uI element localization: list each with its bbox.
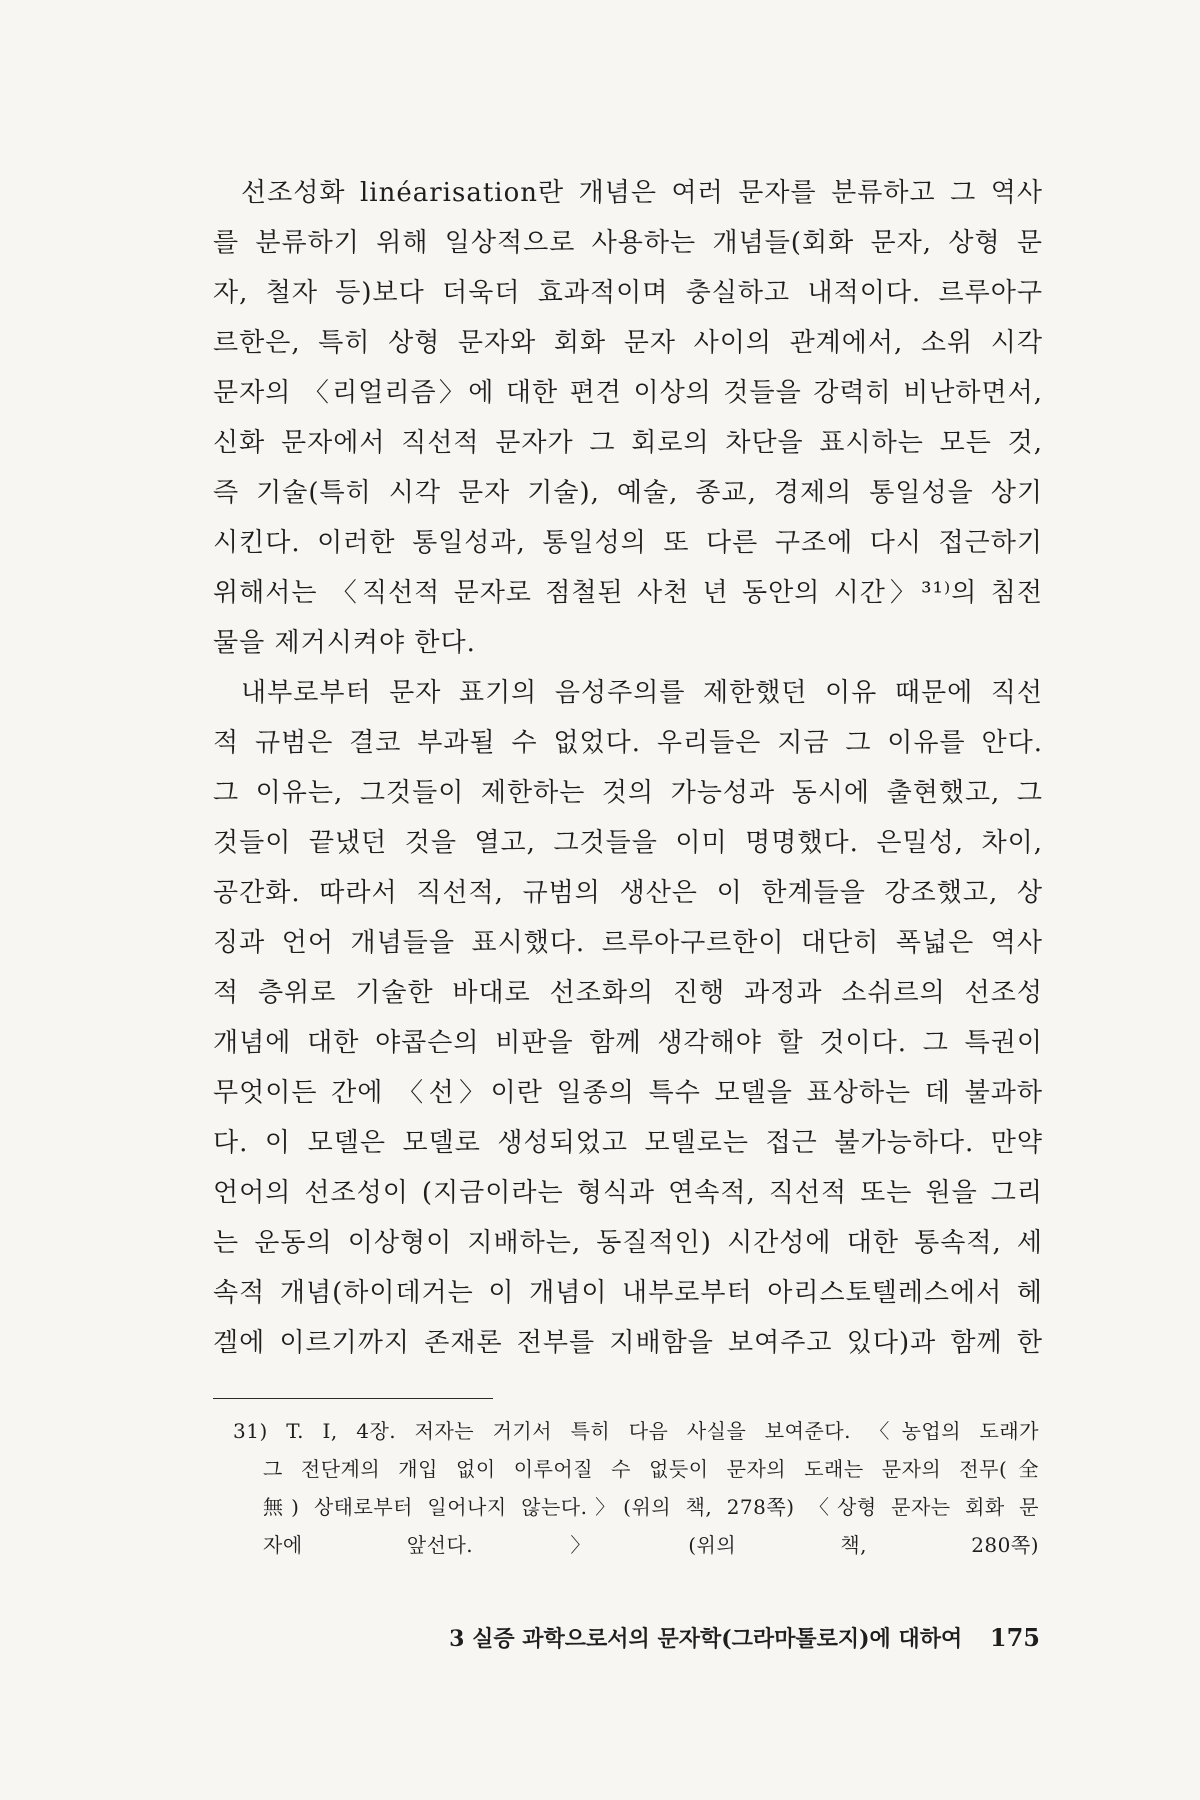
text-line: 적 규범은 결코 부과될 수 없었다. 우리들은 지금 그 이유를 안다.: [213, 728, 1043, 758]
text-line: 것들이 끝냈던 것을 열고, 그것들을 이미 명명했다. 은밀성, 차이,: [213, 828, 1043, 858]
footnote-line: 31) T. I, 4장. 저자는 거기서 특히 다음 사실을 보여준다. 〈농업의 도래가: [233, 1419, 1039, 1443]
text-line: 무엇이든 간에 〈선〉이란 일종의 특수 모델을 표상하는 데 불과하: [213, 1078, 1043, 1108]
text-line: 선조성화 linéarisation란 개념은 여러 문자를 분류하고 그 역사: [241, 178, 1043, 208]
text-line: 를 분류하기 위해 일상적으로 사용하는 개념들(회화 문자, 상형 문: [213, 228, 1043, 258]
text-line: 속적 개념(하이데거는 이 개념이 내부로부터 아리스토텔레스에서 헤: [213, 1278, 1043, 1308]
running-title: 3 실증 과학으로서의 문자학(그라마톨로지)에 대하여: [449, 1626, 963, 1652]
text-line: 위해서는 〈직선적 문자로 점철된 사천 년 동안의 시간〉³¹⁾의 침전: [213, 578, 1043, 608]
text-line: 언어의 선조성이 (지금이라는 형식과 연속적, 직선적 또는 원을 그리: [213, 1178, 1043, 1208]
text-line: 내부로부터 문자 표기의 음성주의를 제한했던 이유 때문에 직선: [241, 678, 1043, 708]
text-line: 다. 이 모델은 모델로 생성되었고 모델로는 접근 불가능하다. 만약: [213, 1128, 1043, 1158]
paragraph-1: [213, 168, 1043, 668]
footnote-divider: [213, 1398, 493, 1399]
paragraph-2: [213, 668, 1043, 1368]
text-line: 징과 언어 개념들을 표시했다. 르루아구르한이 대단히 폭넓은 역사: [213, 928, 1043, 958]
text-line: 그 이유는, 그것들이 제한하는 것의 가능성과 동시에 출현했고, 그: [213, 778, 1043, 808]
footnote-31: [233, 1412, 1039, 1564]
page-number: 175: [989, 1623, 1040, 1652]
text-line: 시킨다. 이러한 통일성과, 통일성의 또 다른 구조에 다시 접근하기: [213, 528, 1043, 558]
text-line: 개념에 대한 야콥슨의 비판을 함께 생각해야 할 것이다. 그 특권이: [213, 1028, 1043, 1058]
footnote-line: 無) 상태로부터 일어나지 않는다.〉(위의 책, 278쪽) 〈상형 문자는 회화 문: [263, 1495, 1039, 1519]
text-line: 자, 철자 등)보다 더욱더 효과적이며 충실하고 내적이다. 르루아구: [213, 278, 1043, 308]
text-line: 문자의 〈리얼리즘〉에 대한 편견 이상의 것들을 강력히 비난하면서,: [213, 378, 1043, 408]
running-footer: [449, 1622, 1040, 1653]
text-line: 는 운동의 이상형이 지배하는, 동질적인) 시간성에 대한 통속적, 세: [213, 1228, 1043, 1258]
text-line: 물을 제거시켜야 한다.: [213, 628, 476, 658]
text-line: 즉 기술(특히 시각 문자 기술), 예술, 종교, 경제의 통일성을 상기: [213, 478, 1043, 508]
text-line: 르한은, 특히 상형 문자와 회화 문자 사이의 관계에서, 소위 시각: [213, 328, 1043, 358]
footnote-line: 자에 앞선다.〉(위의 책, 280쪽): [263, 1533, 1039, 1557]
text-line: 공간화. 따라서 직선적, 규범의 생산은 이 한계들을 강조했고, 상: [213, 878, 1043, 908]
text-line: 신화 문자에서 직선적 문자가 그 회로의 차단을 표시하는 모든 것,: [213, 428, 1043, 458]
body-text: [213, 168, 1043, 1368]
text-line: 적 층위로 기술한 바대로 선조화의 진행 과정과 소쉬르의 선조성: [213, 978, 1043, 1008]
text-line: 겔에 이르기까지 존재론 전부를 지배함을 보여주고 있다)과 함께 한: [213, 1328, 1043, 1358]
footnote-line: 그 전단계의 개입 없이 이루어질 수 없듯이 문자의 도래는 문자의 전무(全: [263, 1457, 1039, 1481]
